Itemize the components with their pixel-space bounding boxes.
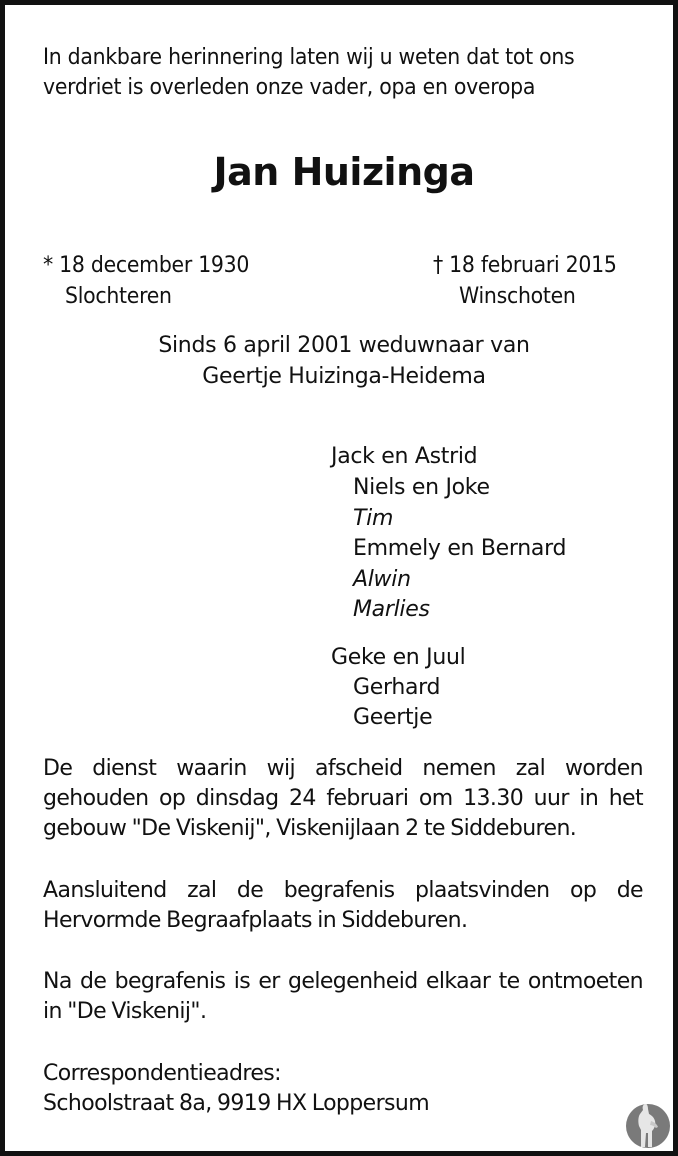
death-date: † 18 februari 2015 <box>433 253 617 278</box>
family-grandchild: Geertje <box>353 705 433 730</box>
service-line-3: gebouw "De Viskenij", Viskenijlaan 2 te Siddeburen. <box>43 816 577 841</box>
intro-line-1: In dankbare herinnering laten wij u weten dat tot ons <box>43 45 575 70</box>
family-grandchild: Emmely en Bernard <box>353 536 567 561</box>
birth-date: * 18 december 1930 <box>43 253 250 278</box>
intro-line-2: verdriet is overleden onze vader, opa en overopa <box>43 75 536 100</box>
service-line-1: De dienst waarin wij afscheid nemen zal worden <box>43 756 643 781</box>
deceased-name: Jan Huizinga <box>213 150 475 194</box>
gathering-line-1: Na de begrafenis is er gelegenheid elkaar te ontmoeten <box>43 969 643 994</box>
birth-place: Slochteren <box>65 284 172 309</box>
widower-line-1: Sinds 6 april 2001 weduwnaar van <box>158 333 530 358</box>
gathering-line-2: in "De Viskenij". <box>43 999 207 1024</box>
family-grandchild: Niels en Joke <box>353 475 490 500</box>
burial-line-1: Aansluitend zal de begrafenis plaatsvinden op de <box>43 878 643 903</box>
death-place: Winschoten <box>459 284 576 309</box>
correspondence-address: Schoolstraat 8a, 9919 HX Loppersum <box>43 1091 430 1116</box>
widower-line-2: Geertje Huizinga-Heidema <box>202 364 486 389</box>
burial-paragraph <box>43 876 643 936</box>
service-paragraph <box>43 754 643 844</box>
gathering-paragraph <box>43 967 643 1027</box>
correspondence-label: Correspondentieadres: <box>43 1061 281 1086</box>
family-grandchild: Gerhard <box>353 675 441 700</box>
burial-line-2: Hervormde Begraafplaats in Siddeburen. <box>43 908 468 933</box>
correspondence-block <box>43 1059 643 1119</box>
embracing-figures-logo-icon <box>624 1101 672 1149</box>
family-child-2: Geke en Juul <box>331 645 466 670</box>
service-line-2: gehouden op dinsdag 24 februari om 13.30 uur in het <box>43 786 643 811</box>
family-great-grandchild: Alwin <box>353 567 411 592</box>
family-great-grandchild: Marlies <box>353 597 430 622</box>
family-child-1: Jack en Astrid <box>331 444 478 469</box>
family-great-grandchild: Tim <box>353 506 394 531</box>
